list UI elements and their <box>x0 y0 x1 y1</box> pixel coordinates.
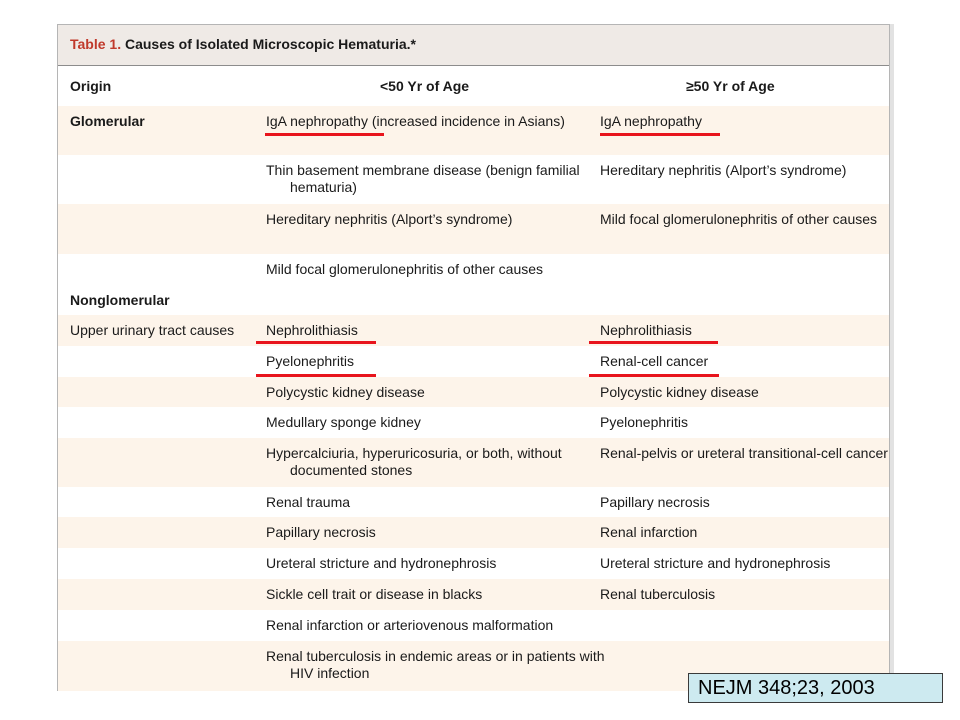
under-50-cell: Renal trauma <box>266 494 351 510</box>
over-50-cell: Renal infarction <box>600 524 698 540</box>
table-row <box>58 610 889 641</box>
table-row <box>58 438 889 487</box>
over-50-cell: Renal-pelvis or ureteral transitional-cell cancer <box>600 445 888 461</box>
table-row <box>58 285 889 315</box>
highlight-underline <box>265 133 384 136</box>
under-50-cell: Papillary necrosis <box>266 524 376 540</box>
over-50-cell: IgA nephropathy <box>600 113 702 129</box>
under-50-cell: IgA nephropathy (increased incidence in Asians) <box>266 113 565 129</box>
table-row <box>58 487 889 517</box>
over-50-cell: Renal-cell cancer <box>600 353 709 369</box>
under-50-cell: Medullary sponge kidney <box>266 414 421 430</box>
highlight-underline <box>256 374 376 377</box>
over-50-cell: Nephrolithiasis <box>600 322 692 338</box>
table-row <box>58 517 889 548</box>
over-50-cell: Pyelonephritis <box>600 414 688 430</box>
header-over-50: ≥50 Yr of Age <box>686 78 775 94</box>
highlight-underline <box>256 341 376 344</box>
under-50-cell: Hereditary nephritis (Alport’s syndrome) <box>266 211 513 227</box>
under-50-cell: Polycystic kidney disease <box>266 384 425 400</box>
table-row <box>58 315 889 346</box>
under-50-cell: Hypercalciuria, hyperuricosuria, or both, without documented stones <box>266 445 562 478</box>
table-header-row <box>58 66 889 106</box>
over-50-cell: Papillary necrosis <box>600 494 710 510</box>
table-title-text: Causes of Isolated Microscopic Hematuria.* <box>124 36 416 52</box>
citation-box: NEJM 348;23, 2003 <box>688 673 943 703</box>
hematuria-table <box>57 24 890 691</box>
table-title-bar <box>58 25 889 66</box>
table-row <box>58 155 889 204</box>
over-50-cell: Mild focal glomerulonephritis of other causes <box>600 211 878 227</box>
table-row <box>58 548 889 579</box>
origin-cell: Nonglomerular <box>70 292 170 308</box>
table-row <box>58 204 889 254</box>
table-row <box>58 254 889 285</box>
over-50-cell: Ureteral stricture and hydronephrosis <box>600 555 831 571</box>
table-row <box>58 106 889 155</box>
highlight-underline <box>600 133 720 136</box>
over-50-cell: Hereditary nephritis (Alport’s syndrome) <box>600 162 847 178</box>
origin-cell: Glomerular <box>70 113 145 129</box>
highlight-underline <box>589 374 719 377</box>
under-50-cell: Nephrolithiasis <box>266 322 358 338</box>
under-50-cell: Ureteral stricture and hydronephrosis <box>266 555 497 571</box>
highlight-underline <box>589 341 718 344</box>
under-50-cell: Sickle cell trait or disease in blacks <box>266 586 483 602</box>
over-50-cell: Polycystic kidney disease <box>600 384 759 400</box>
header-under-50: <50 Yr of Age <box>380 78 470 94</box>
over-50-cell: Renal tuberculosis <box>600 586 716 602</box>
under-50-cell: Pyelonephritis <box>266 353 354 369</box>
under-50-cell: Renal infarction or arteriovenous malformation <box>266 617 554 633</box>
table-label: Table 1. <box>70 36 122 52</box>
under-50-cell: Thin basement membrane disease (benign familial hematuria) <box>266 162 580 195</box>
under-50-cell: Renal tuberculosis in endemic areas or in patients with HIV infection <box>266 648 605 681</box>
origin-cell: Upper urinary tract causes <box>70 322 235 338</box>
table-row <box>58 407 889 438</box>
table-row <box>58 346 889 377</box>
under-50-cell: Mild focal glomerulonephritis of other causes <box>266 261 544 277</box>
table-title <box>70 36 416 52</box>
table-row <box>58 377 889 407</box>
header-origin: Origin <box>70 78 112 94</box>
table-row <box>58 579 889 610</box>
